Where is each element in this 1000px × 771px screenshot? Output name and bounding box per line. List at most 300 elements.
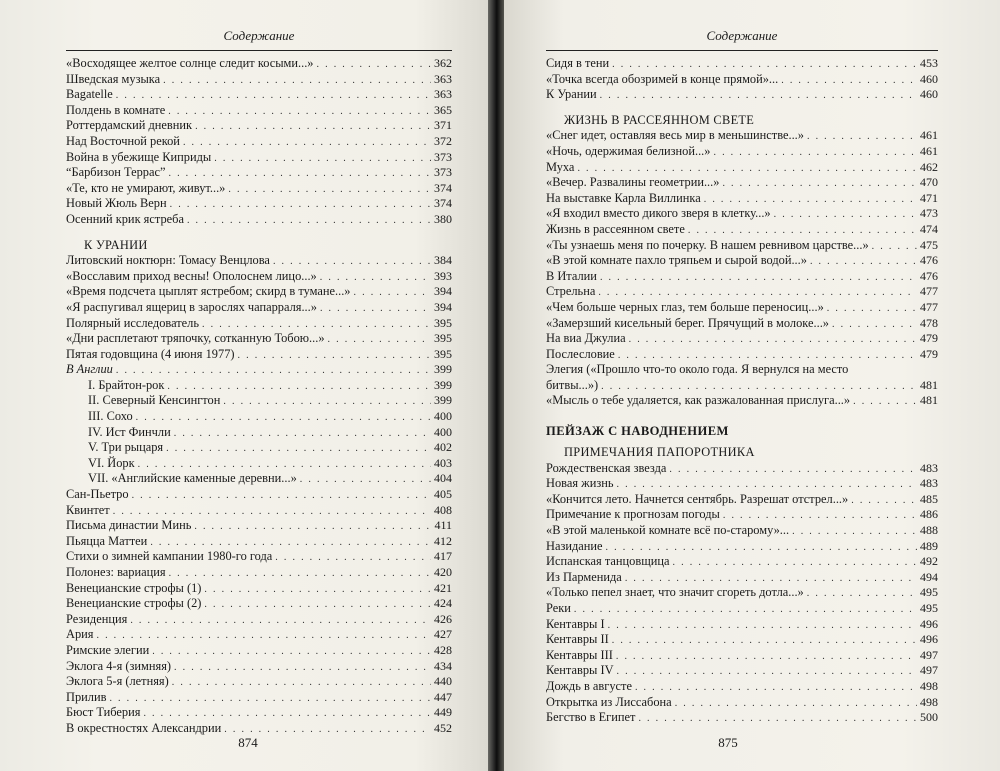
entry-title: «Те, кто не умирают, живут...» [66,180,226,195]
toc-entry [546,648,938,664]
toc-entry [66,409,452,425]
leader-dots [606,540,917,556]
entry-title: Жизнь в рассеянном свете [546,221,685,236]
leader-dots [317,57,432,73]
toc-entry [546,253,938,269]
entry-title: «Снег идет, оставляя весь мир в меньшинстве...» [546,128,804,143]
entry-title: Новая жизнь [546,476,614,491]
entry-title: Реки [546,601,571,615]
leader-dots [320,301,431,317]
toc-entry [66,87,452,103]
toc-entry [546,300,938,316]
toc-entry [546,56,938,72]
entry-title: «Восславим приход весны! Ополоснем лицо...» [66,268,317,283]
entry-title: «Восходящее желтое солнце следит косыми...» [66,56,314,70]
leader-dots [608,618,917,634]
toc-entry [546,492,938,508]
leader-dots [723,508,917,524]
toc-entry [66,471,452,487]
toc-entry [66,643,452,659]
page-number: 440 [434,674,452,689]
page-number: 447 [434,689,452,704]
section-heading: ЖИЗНЬ В РАССЕЯННОМ СВЕТЕ [564,112,755,127]
page-number: 403 [434,455,452,470]
leader-dots [354,285,432,301]
toc-entry [66,378,452,394]
entry-title: Литовский ноктюрн: Томасу Венцлова [66,253,270,268]
toc-entry [546,617,938,633]
page-number: 428 [434,642,452,657]
toc-entry [546,347,938,363]
entry-title: «В этой маленькой комнате всё по-старому»... [546,523,790,538]
toc-entry [66,534,452,550]
leader-dots [113,504,431,520]
page-number: 373 [434,165,452,180]
leader-dots [612,57,917,73]
leader-dots [320,270,431,286]
page-number: 395 [434,315,452,330]
entry-title: Резиденция [66,611,128,626]
entry-title: Шведская музыка [66,71,161,86]
entry-title: IV. Ист Финчли [88,424,171,439]
entry-title: «Я распугивал ящериц в зарослях чапарраля...» [66,299,317,314]
entry-title: К Урании [546,87,597,102]
entry-title: В окрестностях Александрии [66,720,222,735]
leader-dots [138,457,431,473]
leader-dots [132,488,431,504]
toc-entry-line: Элегия («Прошло что-то около года. Я вернулся на место [546,362,849,377]
toc-entry [546,269,938,285]
entry-title: «Мысль о тебе удаляется, как разжалованная прислуга...» [546,393,851,408]
page-number: 500 [920,710,938,725]
toc-entry [66,103,452,119]
toc-entry [66,674,452,690]
entry-title: Бегство в Египет [546,710,636,725]
toc-entry [546,393,938,409]
page-number: 400 [434,424,452,439]
toc-entry [66,196,452,212]
leader-dots [810,254,917,270]
toc-entry [66,316,452,332]
page-number: 408 [434,502,452,517]
page-number: 374 [434,196,452,211]
leader-dots [577,161,917,177]
entry-title: Назидание [546,538,603,553]
toc-entry [546,507,938,523]
page-number: 483 [920,476,938,491]
entry-title: Полярный исследователь [66,315,200,330]
entry-title: VII. «Английские каменные деревни...» [88,471,297,486]
leader-dots [600,88,917,104]
page-number: 420 [434,565,452,579]
page-number: 460 [920,71,938,86]
toc-entry [66,362,452,378]
leader-dots [169,566,431,582]
page-number: 497 [920,647,938,662]
leader-dots [688,223,917,239]
toc-entry [66,72,452,88]
toc-entry [546,461,938,477]
page-number: 488 [920,523,938,538]
toc-group [66,56,452,228]
entry-title: Роттердамский дневник [66,118,193,133]
entry-title: «В этой комнате пахло тряпьем и сырой водой...» [546,253,807,268]
leader-dots [136,410,431,426]
page-number: 399 [434,377,452,392]
leader-dots [143,706,431,722]
leader-dots [635,680,917,696]
leader-dots [774,207,917,223]
entry-title: Испанская танцовщица [546,554,670,569]
page-header: Содержание [546,28,938,51]
entry-title: «Замерзший кисельный берег. Прячущий в молоке...» [546,315,829,330]
toc-entry [546,191,938,207]
entry-title: Кентавры IV [546,663,614,678]
page-number: 489 [920,538,938,553]
entry-title: Римские элегии [66,642,150,657]
page-number: 400 [434,409,452,424]
entry-title: Примечание к прогнозам погоды [546,507,720,522]
page-number: 486 [920,507,938,522]
toc-entry [546,710,938,726]
leader-dots [722,176,917,192]
toc-entry [66,456,452,472]
page-number: 479 [920,346,938,361]
entry-title: «Только пепел знает, что значит сгореть дотла...» [546,585,804,600]
leader-dots [574,602,917,618]
toc-entry [66,284,452,300]
entry-title: «Точка всегда обозримей в конце прямой»... [546,71,779,86]
leader-dots [713,145,917,161]
entry-title: «Ночь, одержимая белизной...» [546,143,711,158]
page-number: 424 [434,596,452,611]
leader-dots [807,129,917,145]
leader-dots [781,73,917,89]
toc-entry [546,72,938,88]
toc-entry [546,128,938,144]
page-number: 453 [920,56,938,70]
leader-dots [187,213,431,229]
entry-title: битвы...») [546,377,599,392]
leader-dots [598,285,917,301]
entry-title: В Италии [546,268,597,283]
leader-dots [328,332,431,348]
leader-dots [116,88,431,104]
entry-title: Новый Жюль Верн [66,196,167,211]
page-number: 363 [434,71,452,86]
leader-dots [612,633,917,649]
entry-title: На выставке Карла Виллинка [546,190,701,205]
toc-entry [546,679,938,695]
leader-dots [600,270,917,286]
leader-dots [300,472,431,488]
entry-title: Полдень в комнате [66,102,166,117]
leader-dots [238,348,431,364]
page-number: 412 [434,533,452,548]
leader-dots [174,426,431,442]
toc-entry [546,476,938,492]
entry-title: «Время подсчета цыплят ястребом; скирд в тумане...» [66,284,351,299]
page-number: 461 [920,128,938,143]
toc-entry [546,160,938,176]
page-number: 427 [434,627,452,642]
leader-dots [195,119,431,135]
entry-title: III. Сохо [88,409,133,424]
page-number: 495 [920,601,938,615]
entry-title: Эклога 4-я (зимняя) [66,658,172,673]
page-number: 474 [920,221,938,236]
toc-entry [66,549,452,565]
toc-entry [66,596,452,612]
toc-entry [546,222,938,238]
leader-dots [228,182,431,198]
right-page [504,0,1000,771]
page-number: 421 [434,580,452,595]
leader-dots [792,524,917,540]
page-number: 362 [434,56,452,70]
page-number: 481 [920,393,938,408]
page-number: 473 [920,206,938,221]
toc-entry [66,134,452,150]
toc-entry [546,539,938,555]
toc-entry [546,585,938,601]
toc-entry [66,181,452,197]
entry-title: Сан-Пьетро [66,487,129,502]
page-number: 402 [434,440,452,455]
page-number: 485 [920,491,938,506]
toc-entry [66,627,452,643]
entry-title: Дождь в августе [546,678,632,693]
part-heading: ПЕЙЗАЖ С НАВОДНЕНИЕМ [546,424,729,439]
page-number: 496 [920,616,938,631]
toc-entry [546,144,938,160]
page-number: 477 [920,299,938,314]
page-number: 470 [920,175,938,190]
leader-dots [172,675,431,691]
leader-dots [617,664,917,680]
toc-entry [66,212,452,228]
page-number: 476 [920,268,938,283]
entry-title: Венецианские строфы (2) [66,596,202,611]
leader-dots [275,550,431,566]
entry-title: Кентавры III [546,647,613,662]
toc-entry [546,554,938,570]
toc-list [66,56,452,737]
page-number: 479 [920,331,938,346]
page-number: 495 [920,585,938,600]
left-page [0,0,488,771]
leader-dots [673,555,917,571]
toc-entry [546,87,938,103]
toc-entry [66,612,452,628]
entry-title: Письма династии Минь [66,518,192,533]
page-number: 393 [434,268,452,283]
leader-dots [807,586,917,602]
leader-dots [273,254,431,270]
entry-title: Сидя в тени [546,56,610,70]
toc-entry [546,523,938,539]
leader-dots [832,317,917,333]
section-heading: К УРАНИИ [84,237,148,252]
page-number: 460 [920,87,938,102]
toc-group [546,461,938,726]
page-number-footer: 875 [718,735,738,750]
leader-dots [130,613,431,629]
page-number: 380 [434,211,452,226]
toc-group [66,253,452,362]
page-number: 483 [920,460,938,475]
entry-title: Стрельна [546,284,596,299]
entry-title: Кентавры II [546,632,609,647]
toc-entry [546,238,938,254]
leader-dots [109,691,431,707]
toc-entry [66,503,452,519]
page-number: 405 [434,487,452,502]
page-number: 496 [920,632,938,647]
toc-entry [66,659,452,675]
entry-title: На виа Джулиа [546,331,626,346]
leader-dots [204,582,431,598]
toc-entry [66,705,452,721]
toc-entry [546,663,938,679]
toc-list [546,56,938,726]
entry-title: «Вечер. Развалины геометрии...» [546,175,720,190]
leader-dots [168,104,431,120]
leader-dots [150,535,431,551]
entry-title: Открытка из Лиссабона [546,694,672,709]
toc-subgroup [66,378,452,487]
page-number: 394 [434,299,452,314]
toc-entry [546,695,938,711]
page-number: 478 [920,315,938,330]
leader-dots [214,151,431,167]
page-number: 426 [434,611,452,626]
leader-dots [629,332,917,348]
entry-title: I. Брайтон-рок [88,377,165,392]
page-number: 475 [920,237,938,252]
entry-title: II. Северный Кенсингтон [88,393,221,408]
page-number: 498 [920,678,938,693]
page-number: 395 [434,331,452,346]
entry-title: Полонез: вариация [66,565,166,579]
entry-title: Из Парменида [546,569,622,584]
entry-title: «Я входил вместо дикого зверя в клетку...» [546,206,771,221]
toc-entry [66,518,452,534]
leader-dots [202,317,431,333]
entry-title: Пятая годовщина (4 июня 1977) [66,346,235,361]
page-number: 411 [434,518,452,533]
entry-title: V. Три рыцаря [88,440,164,455]
page-number: 384 [434,253,452,268]
page-number-footer: 874 [238,735,258,750]
page-number: 399 [434,362,452,377]
leader-dots [625,571,917,587]
toc-entry [546,206,938,222]
toc-entry [546,632,938,648]
toc-entry [66,253,452,269]
page-number: 481 [920,377,938,392]
page-number: 462 [920,159,938,174]
page-number: 417 [434,549,452,564]
toc-entry [66,165,452,181]
page-number: 374 [434,180,452,195]
toc-entry [546,570,938,586]
toc-entry [66,565,452,581]
toc-entry [66,440,452,456]
entry-title: Бюст Тиберия [66,705,141,720]
entry-title: Муха [546,159,575,174]
leader-dots [638,711,917,727]
page-number: 395 [434,346,452,361]
entry-title: Стихи о зимней кампании 1980-го года [66,549,273,564]
page-number: 363 [434,87,452,102]
leader-dots [223,394,431,410]
entry-title: Над Восточной рекой [66,133,180,148]
toc-entry [66,56,452,72]
page-number: 461 [920,143,938,158]
leader-dots [116,363,431,379]
section-heading: ПРИМЕЧАНИЯ ПАПОРОТНИКА [564,445,755,460]
leader-dots [827,301,917,317]
toc-entry [66,347,452,363]
leader-dots [669,462,917,478]
page-header: Содержание [66,28,452,51]
entry-title: Венецианские строфы (1) [66,580,202,595]
entry-title: «Ты узнаешь меня по почерку. В нашем ревнивом царстве...» [546,237,869,252]
toc-entry [66,487,452,503]
page-number: 371 [434,118,452,133]
leader-dots [851,493,917,509]
entry-title: Осенний крик ястреба [66,211,184,226]
entry-title: “Барбизон Террас” [66,165,166,180]
leader-dots [166,441,431,457]
leader-dots [872,239,917,255]
entry-title: Квинтет [66,502,110,517]
entry-title: Эклога 5-я (летняя) [66,674,169,689]
page-number: 434 [434,658,452,673]
entry-title: VI. Йорк [88,455,135,470]
toc-entry [546,601,938,617]
page-number: 471 [920,190,938,205]
entry-title: Bagatelle [66,87,113,102]
page-number: 365 [434,102,452,117]
toc-entry [66,118,452,134]
toc-entry [66,150,452,166]
toc-entry [546,378,938,394]
entry-title: Послесловие [546,346,615,361]
toc-group [66,487,452,737]
toc-entry [546,331,938,347]
page-number: 492 [920,554,938,569]
toc-entry [66,269,452,285]
leader-dots [167,379,431,395]
toc-entry [66,690,452,706]
page-number: 497 [920,663,938,678]
page-number: 494 [920,569,938,584]
book-gutter [488,0,504,771]
page-number: 449 [434,705,452,720]
toc-group [546,128,938,362]
leader-dots [183,135,431,151]
page-number: 373 [434,149,452,164]
entry-title: Война в убежище Киприды [66,149,212,164]
page-number: 476 [920,253,938,268]
leader-dots [194,519,431,535]
leader-dots [675,696,917,712]
page-number: 477 [920,284,938,299]
leader-dots [168,166,431,182]
leader-dots [853,394,917,410]
